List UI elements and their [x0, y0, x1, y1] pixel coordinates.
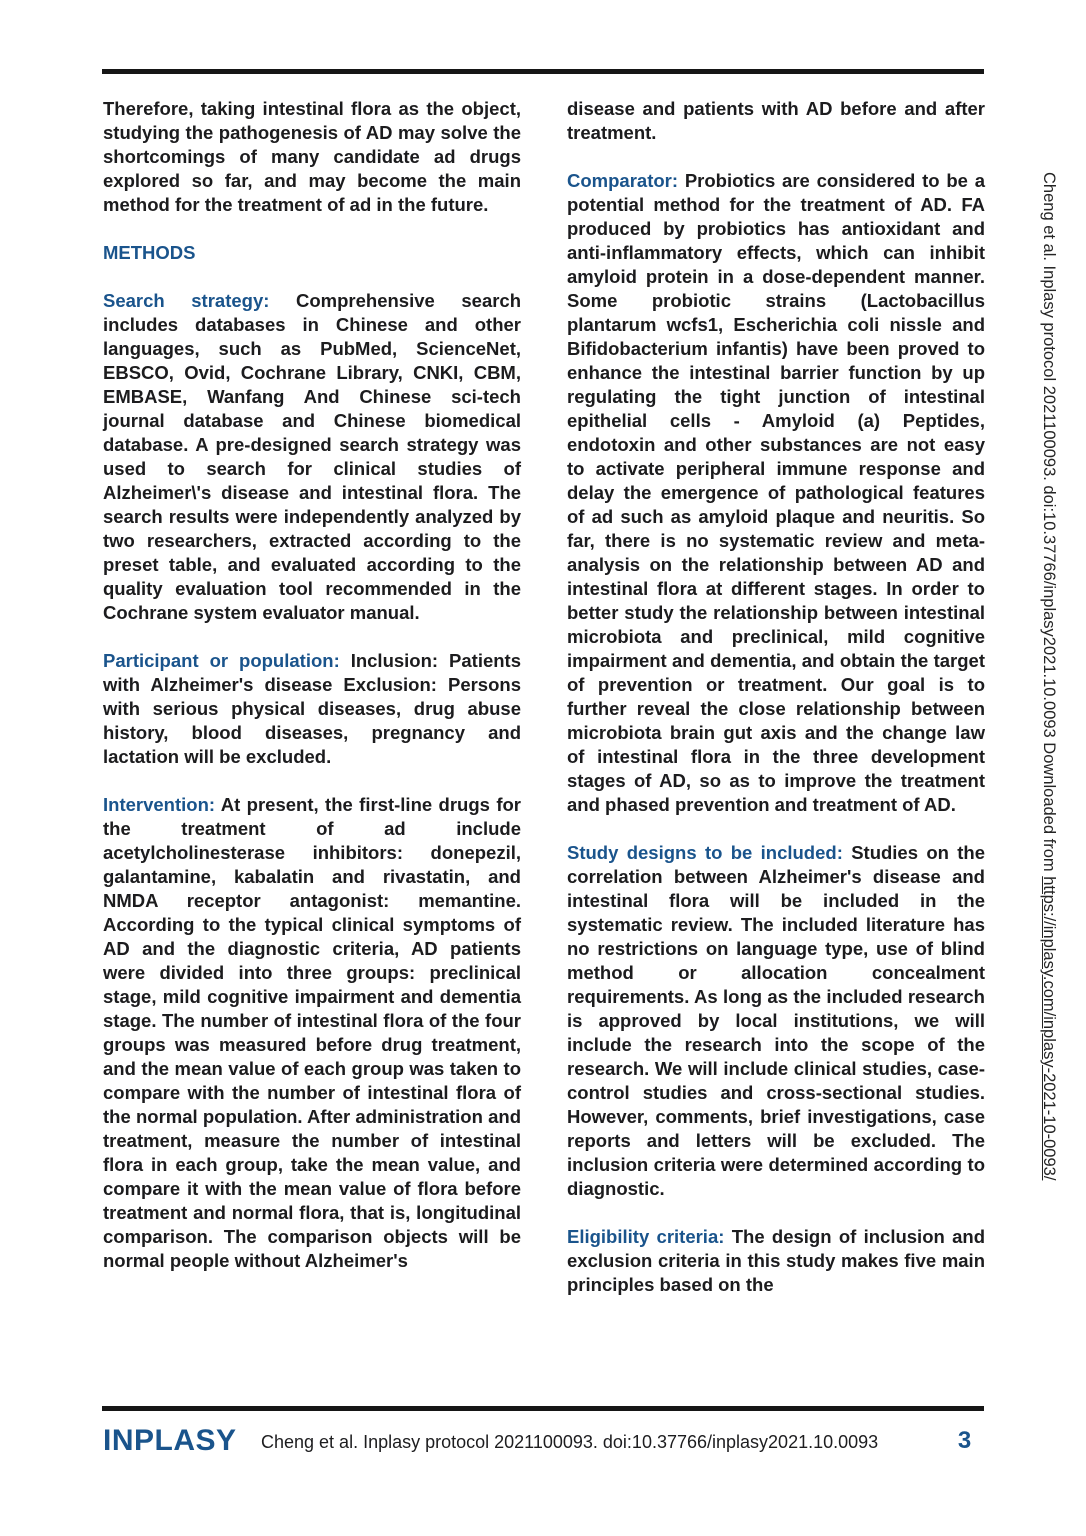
section-intervention — [103, 793, 521, 1273]
section-text-eligibility: The design of inclusion and exclusion criteria in this study makes five main principles based on the — [567, 1226, 985, 1295]
section-participant-or-population — [103, 649, 521, 769]
section-text-study-designs: Studies on the correlation between Alzheimer's disease and intestinal flora will be included in the systematic review. The included literature has no restrictions on language type, use of blind method or allocation concealment requirements. As long as the included research is approved by local institutions, we will include the research into the scope of the research. We will include clinical studies, case-control studies and cross-sectional studies. However, comments, brief investigations, case reports and letters will be excluded. The inclusion criteria were determined according to diagnostic. — [567, 842, 985, 1199]
page-number: 3 — [957, 1427, 972, 1454]
bottom-rule — [102, 1406, 984, 1411]
footer-citation: Cheng et al. Inplasy protocol 2021100093. doi:10.37766/inplasy2021.10.0093 — [261, 1432, 879, 1452]
sidebar-citation-link[interactable]: https://inplasy.com/inplasy-2021-10-0093/ — [1040, 876, 1058, 1181]
section-search-strategy — [103, 289, 521, 625]
inplasy-logo: INPLASY — [103, 1424, 237, 1457]
section-text-comparator: Probiotics are considered to be a potential method for the treatment of AD. FA produced by probiotics has antioxidant and anti-inflammatory effects, which can inhibit amyloid protein in a dose-dependent manner. Some probiotic strains (Lactobacillus plantarum wcfs1, Escherichia coli nissle and Bifidobacterium infantis) have been proved to enhance the intestinal barrier function by up regulating the tight junction of intestinal epithelial cells - Amyloid (a) Peptides, endotoxin and other substances are not easy to activate peripheral immune response and delay the emergence of pathological features of ad such as amyloid plaque and neuritis. So far, there is no systematic review and meta-analysis on the relationship between AD and intestinal flora at different stages. In order to better study the relationship between intestinal microbiota and preclinical, mild cognitive impairment and dementia, and obtain the target of prevention or treatment. Our goal is to further reveal the close relationship between microbiota brain gut axis and the change law of intestinal flora in the three development stages of AD, so as to improve the treatment and phased prevention and treatment of AD. — [567, 170, 985, 815]
section-text-participant: Inclusion: Patients with Alzheimer's disease Exclusion: Persons with serious physical diseases, drug abuse history, blood diseases, pregnancy and lactation will be excluded. — [103, 650, 521, 767]
continuation-paragraph: disease and patients with AD before and after treatment. — [567, 98, 985, 143]
methods-heading: METHODS — [103, 242, 196, 263]
section-label-search-strategy: Search strategy: — [103, 290, 270, 311]
section-label-eligibility: Eligibility criteria: — [567, 1226, 725, 1247]
section-label-intervention: Intervention: — [103, 794, 216, 815]
sidebar-citation — [1037, 172, 1061, 1180]
section-text-intervention: At present, the first-line drugs for the treatment of ad include acetylcholinesterase inhibitors: donepezil, galantamine, kabalatin and rivastatin, and NMDA receptor antagonist: memantine. According to the typical clinical symptoms of AD and the diagnostic criteria, AD patients were divided into three groups: preclinical stage, mild cognitive impairment and dementia stage. The number of intestinal flora of the four groups was measured before drug treatment, and the mean value of each group was taken to compare with the number of intestinal flora of the normal population. After administration and treatment, measure the number of intestinal flora in each group, take the mean value, and compare it with the mean value of flora before treatment and normal flora, that is, longitudinal comparison. The comparison objects will be normal people without Alzheimer's — [103, 794, 521, 1271]
page-body — [103, 97, 985, 1297]
top-rule — [102, 69, 984, 74]
section-label-study-designs: Study designs to be included: — [567, 842, 843, 863]
left-column — [103, 97, 521, 1297]
intro-paragraph: Therefore, taking intestinal flora as the object, studying the pathogenesis of AD may solve the shortcomings of many candidate ad drugs explored so far, and may become the main method for the treatment of ad in the future. — [103, 98, 521, 215]
section-label-participant: Participant or population: — [103, 650, 340, 671]
section-label-comparator: Comparator: — [567, 170, 679, 191]
right-column — [567, 97, 985, 1297]
section-eligibility-criteria — [567, 1225, 985, 1297]
sidebar-citation-text: Cheng et al. Inplasy protocol 2021100093. doi:10.37766/inplasy2021.10.0093 Downloaded from — [1040, 172, 1058, 877]
section-text-search-strategy: Comprehensive search includes databases in Chinese and other languages, such as PubMed, ScienceNet, EBSCO, Ovid, Cochrane Library, CNKI, CBM, EMBASE, Wanfang And Chinese sci-tech journal database and Chinese biomedical database. A pre-designed search strategy was used to search for clinical studies of Alzheimer\'s disease and intestinal flora. The search results were independently analyzed by two researchers, extracted according to the preset table, and evaluated according to the quality evaluation tool recommended in the Cochrane system evaluator manual. — [103, 290, 522, 623]
section-study-designs — [567, 841, 985, 1201]
section-comparator — [567, 169, 985, 817]
